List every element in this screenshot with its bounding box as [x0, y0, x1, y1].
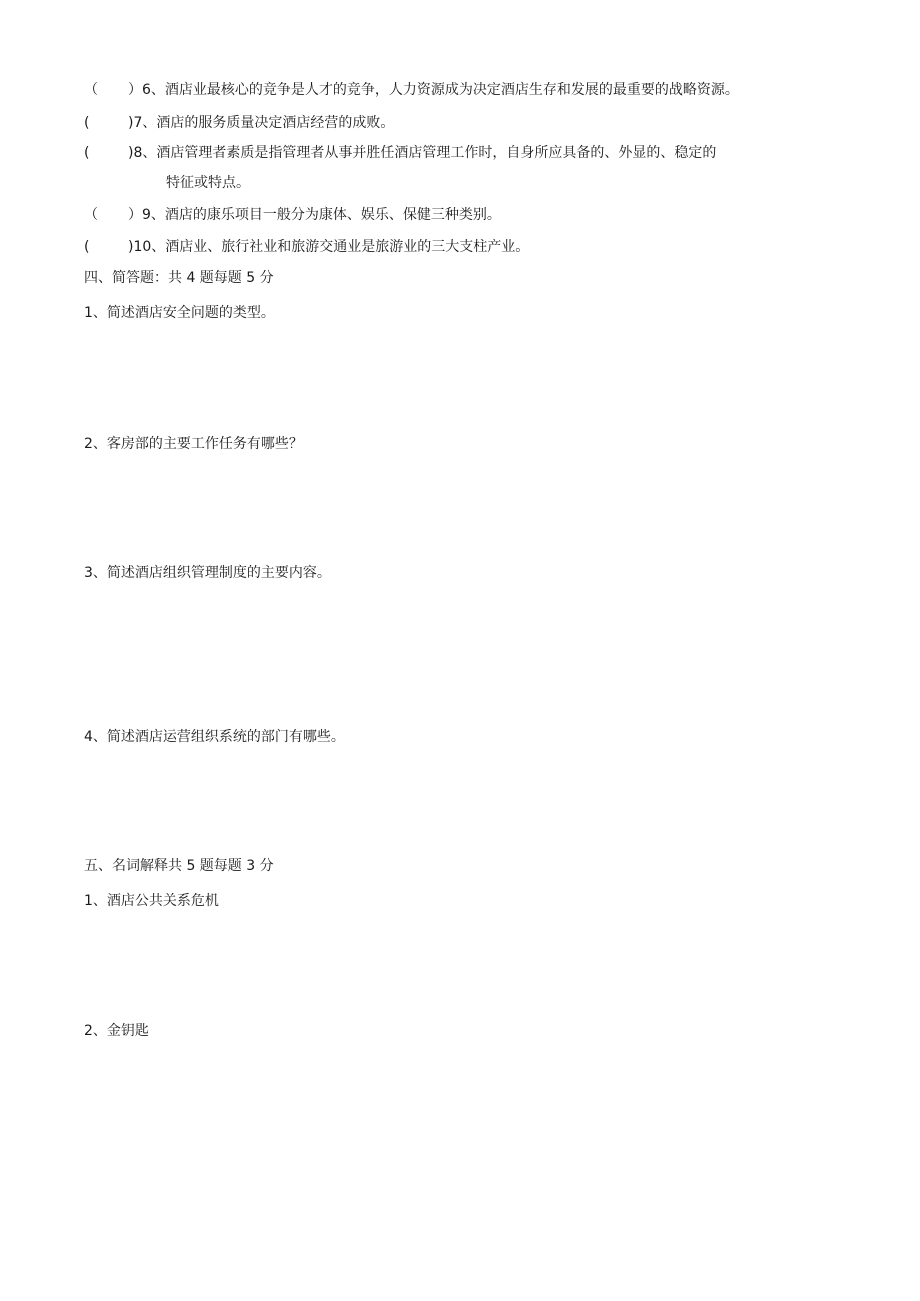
answer-blank-close: )10、 [128, 239, 166, 255]
tf-item-6 [84, 80, 739, 100]
tf-statement: 酒店业最核心的竞争是人才的竞争，人力资源成为决定酒店生存和发展的最重要的战略资源。 [164, 82, 739, 98]
tf-statement: 酒店的康乐项目一般分为康体、娱乐、保健三种类别。 [164, 207, 501, 223]
short-answer-question-4: 4、简述酒店运营组织系统的部门有哪些。 [84, 729, 345, 745]
tf-item-8-continuation: 特征或特点。 [166, 175, 250, 191]
answer-blank-open: ( [84, 145, 90, 161]
answer-blank-open: （ [84, 207, 98, 223]
tf-item-10 [84, 237, 529, 257]
short-answer-question-3: 3、简述酒店组织管理制度的主要内容。 [84, 565, 331, 581]
term-question-2: 2、金钥匙 [84, 1023, 149, 1039]
term-question-1: 1、酒店公共关系危机 [84, 893, 219, 909]
answer-blank-close: ）9、 [128, 207, 165, 223]
answer-blank-open: （ [84, 82, 98, 98]
tf-item-9 [84, 205, 501, 225]
tf-item-7 [84, 113, 394, 133]
answer-blank-close: )8、 [128, 145, 157, 161]
section-5-heading: 五、名词解释共 5 题每题 3 分 [84, 858, 274, 874]
answer-blank-open: ( [84, 115, 90, 131]
answer-blank-close: )7、 [128, 115, 157, 131]
tf-statement: 酒店业、旅行社业和旅游交通业是旅游业的三大支柱产业。 [165, 239, 530, 255]
tf-statement: 酒店管理者素质是指管理者从事并胜任酒店管理工作时，自身所应具备的、外显的、稳定的 [156, 145, 717, 161]
short-answer-question-2: 2、客房部的主要工作任务有哪些？ [84, 436, 303, 452]
short-answer-question-1: 1、简述酒店安全问题的类型。 [84, 305, 275, 321]
tf-item-8 [84, 143, 716, 163]
tf-statement: 酒店的服务质量决定酒店经营的成败。 [156, 115, 395, 131]
answer-blank-close: ）6、 [128, 82, 165, 98]
answer-blank-open: ( [84, 239, 90, 255]
section-4-heading: 四、简答题：共 4 题每题 5 分 [84, 270, 274, 286]
